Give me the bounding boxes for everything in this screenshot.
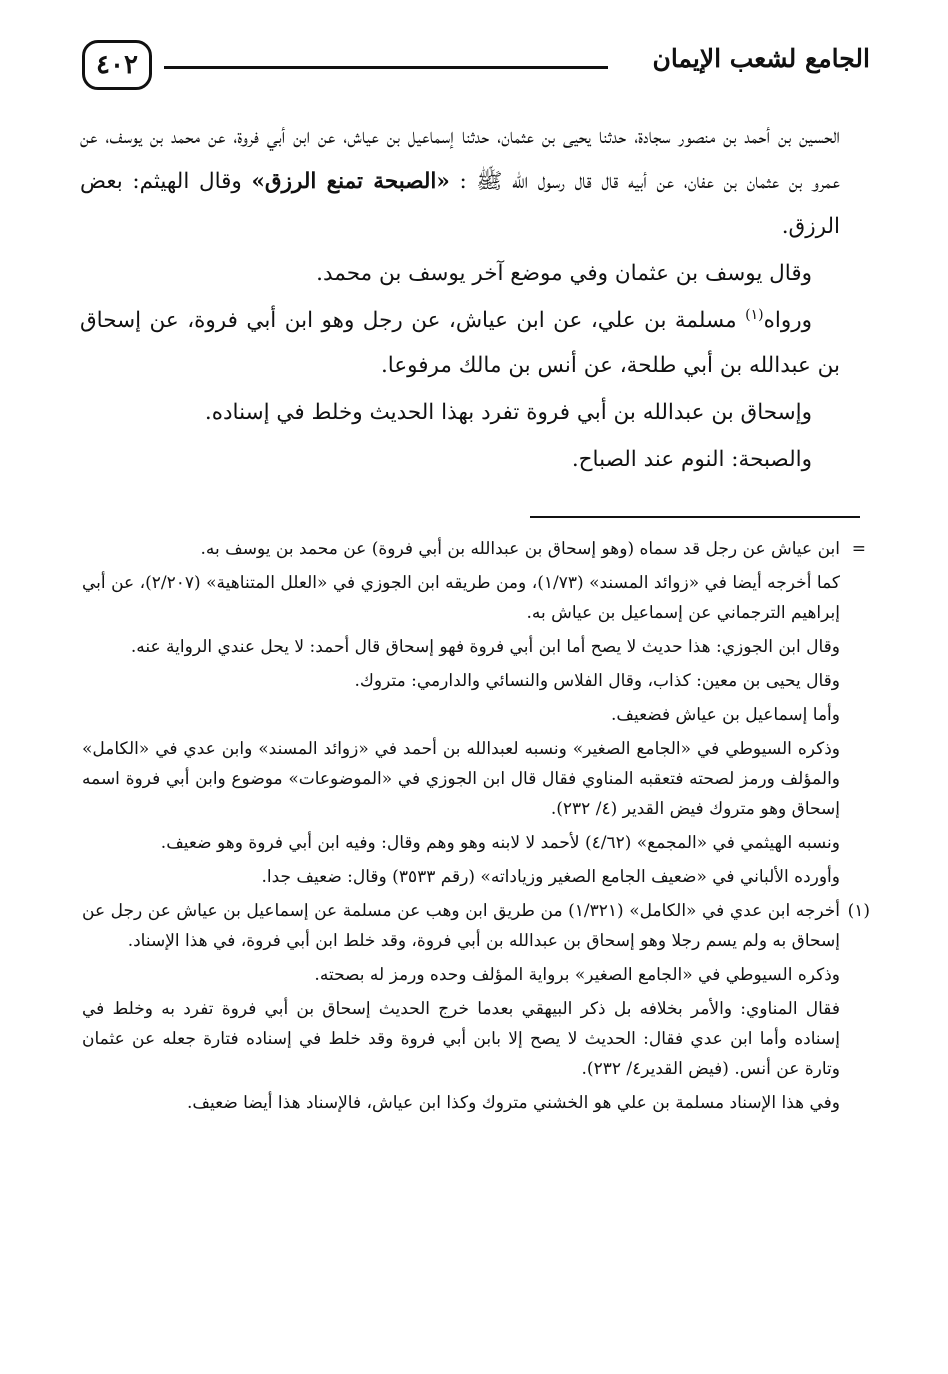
page-header bbox=[70, 38, 870, 98]
footnote-line: ابن عياش عن رجل قد سماه (وهو إسحاق بن عبدالله بن أبي فروة) عن محمد بن يوسف به. bbox=[200, 539, 840, 559]
footnote-line: وأورده الألباني في «ضعيف الجامع الصغير وزياداته» (رقم ٣٥٣٣) وقال: ضعيف جدا. bbox=[261, 867, 840, 887]
footnote-reference[interactable]: (١) bbox=[745, 306, 764, 323]
footnotes bbox=[82, 534, 870, 1122]
footnote-line: فقال المناوي: والأمر بخلافه بل ذكر البيهقي بعدما خرج الحديث إسحاق بن أبي فروة تفرد به وخلط في إسناده وأما ابن عدي فقال: الحديث لا يصح إلا بابن أبي فروة وقد خلط في إسناده فتارة جعله عن عثمان وتارة عن أنس. (فيض القدير٤/ ٢٣٢). bbox=[82, 999, 840, 1079]
hadith-chain: الحسين بن أحمد بن منصور سجادة، حدثنا يحيى بن عثمان، حدثنا إسماعيل بن عياش، عن ابن أبي فروة، عن محمد بن يوسف، عن عمرو بن عثمان بن عفان، عن أبيه قال قال رسول الله ﷺ : bbox=[80, 124, 840, 194]
footnote-line: وذكره السيوطي في «الجامع الصغير» ونسبه لعبدالله بن أحمد في «زوائد المسند» وابن عدي في «الكامل» والمؤلف ورمز لصحته فتعقبه المناوي فقال قال ابن الجوزي في «الموضوعات» موضوع وابن أبي فروة اسمه إسحاق وهو متروك فيض القدير (٤/ ٢٣٢). bbox=[82, 739, 841, 819]
riwayah-text: مسلمة بن علي، عن ابن عياش، عن رجل وهو ابن أبي فروة، عن إسحاق بن عبدالله بن أبي طلحة، عن أنس بن مالك مرفوعا. bbox=[80, 308, 840, 378]
footnote-line: أخرجه ابن عدي في «الكامل» (١/٣٢١) من طريق ابن وهب عن مسلمة عن إسماعيل بن عياش عن رجل عن إسحاق به ولم يسم رجلا وهو إسحاق بن عبدالله بن أبي فروة، وقد خلط ابن أبي فروة، في هذا الإسناد. bbox=[82, 901, 840, 951]
footnote-line: كما أخرجه أيضا في «زوائد المسند» (١/٧٣)، ومن طريقه ابن الجوزي في «العلل المتناهية» (٢/٢٠٧)، عن أبي إبراهيم الترجماني عن إسماعيل بن عياش به. bbox=[82, 573, 840, 623]
page-number: ٤٠٢ bbox=[82, 40, 152, 90]
book-title: الجامع لشعب الإيمان bbox=[652, 44, 870, 73]
main-text bbox=[80, 114, 840, 484]
header-rule bbox=[164, 66, 608, 69]
footnote-line: وقال ابن الجوزي: هذا حديث لا يصح أما ابن أبي فروة فهو إسحاق قال أحمد: لا يحل عندي الرواية عنه. bbox=[130, 637, 840, 657]
paragraph-hadith bbox=[80, 114, 840, 249]
hadith-comment: وقال الهيثم: بعض الرزق. bbox=[80, 169, 840, 239]
footnote-line: وقال يحيى بن معين: كذاب، وقال الفلاس والنسائي والدارمي: متروك. bbox=[354, 671, 840, 691]
continuation-marker: = bbox=[851, 539, 866, 559]
paragraph-ishaq: وإسحاق بن عبدالله بن أبي فروة تفرد بهذا الحديث وخلط في إسناده. bbox=[204, 400, 812, 425]
footnote-continuation-line bbox=[82, 534, 866, 564]
riwayah-lead: ورواه bbox=[763, 308, 812, 333]
footnote-separator bbox=[530, 516, 860, 518]
footnote-1 bbox=[82, 896, 870, 956]
paragraph-riwayah bbox=[80, 298, 840, 388]
paragraph-yusuf: وقال يوسف بن عثمان وفي موضع آخر يوسف بن محمد. bbox=[316, 261, 812, 286]
paragraph-subha: والصبحة: النوم عند الصباح. bbox=[571, 447, 812, 472]
footnote-line: وفي هذا الإسناد مسلمة بن علي هو الخشني متروك وكذا ابن عياش، فالإسناد هذا أيضا ضعيف. bbox=[186, 1093, 840, 1113]
hadith-text: «الصبحة تمنع الرزق» bbox=[251, 169, 450, 194]
footnote-line: وذكره السيوطي في «الجامع الصغير» برواية المؤلف وحده ورمز له بصحته. bbox=[314, 965, 840, 985]
footnote-line: وأما إسماعيل بن عياش فضعيف. bbox=[610, 705, 840, 725]
footnote-number: (١) bbox=[847, 901, 870, 921]
footnote-line: ونسبه الهيثمي في «المجمع» (٤/٦٢) لأحمد لا لابنه وهو وهم وقال: وفيه ابن أبي فروة وهو ضعيف. bbox=[160, 833, 840, 853]
